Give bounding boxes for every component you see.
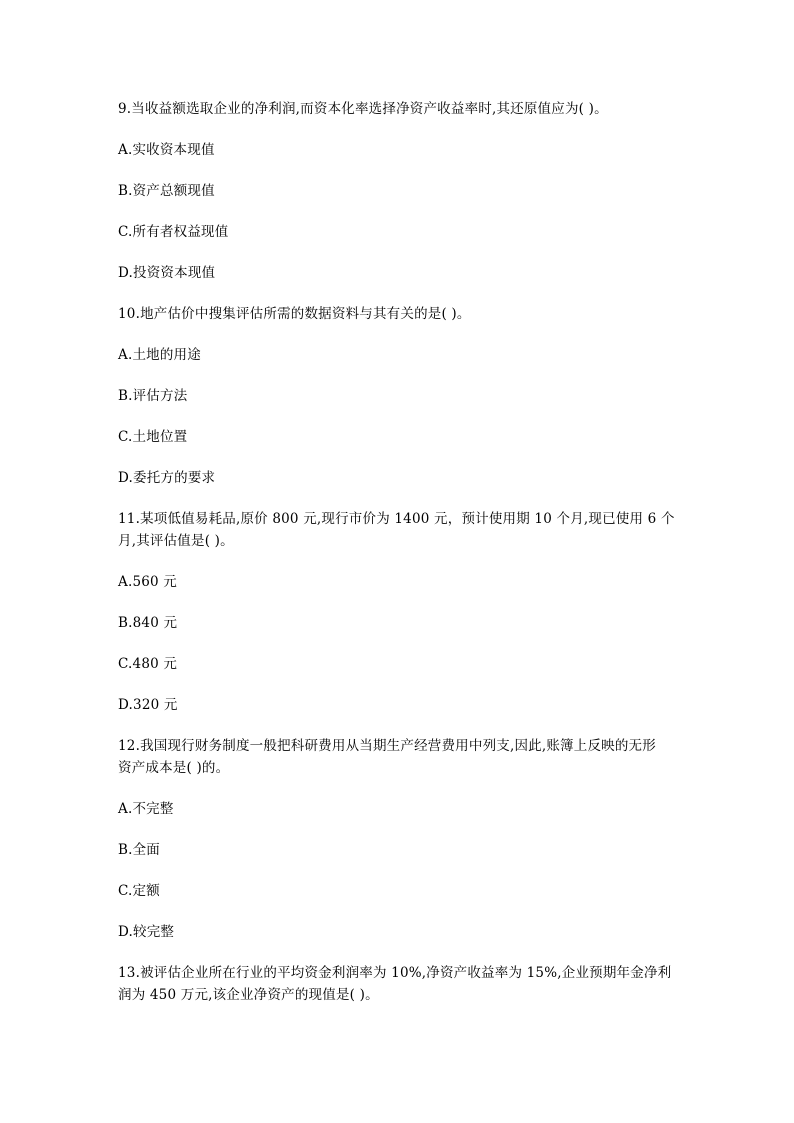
question-12-text	[118, 735, 678, 779]
question-9-option-d: D.投资资本现值	[118, 265, 216, 281]
question-12-option-c: C.定额	[118, 883, 160, 899]
question-10	[118, 303, 678, 489]
question-13-text-line1: 13.被评估企业所在行业的平均资金利润率为 10%,净资产收益率为 15%,企业预期年金净利	[118, 965, 672, 981]
question-10-option-c: C.土地位置	[118, 429, 188, 445]
question-9-text: 9.当收益额选取企业的净利润,而资本化率选择净资产收益率时,其还原值应为( )。	[118, 101, 608, 117]
question-11	[118, 508, 678, 716]
question-10-option-d: D.委托方的要求	[118, 470, 216, 486]
question-9-option-c: C.所有者权益现值	[118, 224, 229, 240]
question-11-option-b: B.840 元	[118, 615, 178, 631]
question-12-option-b: B.全面	[118, 842, 161, 858]
question-9-option-b: B.资产总额现值	[118, 183, 215, 199]
question-12-text-line2: 资产成本是( )的。	[118, 760, 230, 776]
question-12-text-line1: 12.我国现行财务制度一般把科研费用从当期生产经营费用中列支,因此,账簿上反映的无形	[118, 738, 656, 754]
question-11-text-line2: 月,其评估值是( )。	[118, 533, 234, 549]
question-10-text: 10.地产估价中搜集评估所需的数据资料与其有关的是( )。	[118, 306, 471, 322]
question-11-text-line1: 11.某项低值易耗品,原价 800 元,现行市价为 1400 元，预计使用期 10 个月,现已使用 6 个	[118, 511, 675, 527]
question-9	[118, 98, 678, 284]
question-12-option-d: D.较完整	[118, 924, 175, 940]
question-10-option-a: A.土地的用途	[118, 347, 201, 363]
question-11-option-a: A.560 元	[118, 574, 177, 590]
question-11-option-c: C.480 元	[118, 656, 178, 672]
question-10-option-b: B.评估方法	[118, 388, 188, 404]
question-list	[118, 98, 678, 1006]
question-11-option-d: D.320 元	[118, 697, 178, 713]
question-13-text	[118, 962, 678, 1006]
question-13	[118, 962, 678, 1006]
question-9-option-a: A.实收资本现值	[118, 142, 215, 158]
question-13-text-line2: 润为 450 万元,该企业净资产的现值是( )。	[118, 987, 379, 1003]
question-11-text	[118, 508, 678, 552]
question-12	[118, 735, 678, 943]
question-12-option-a: A.不完整	[118, 801, 174, 817]
